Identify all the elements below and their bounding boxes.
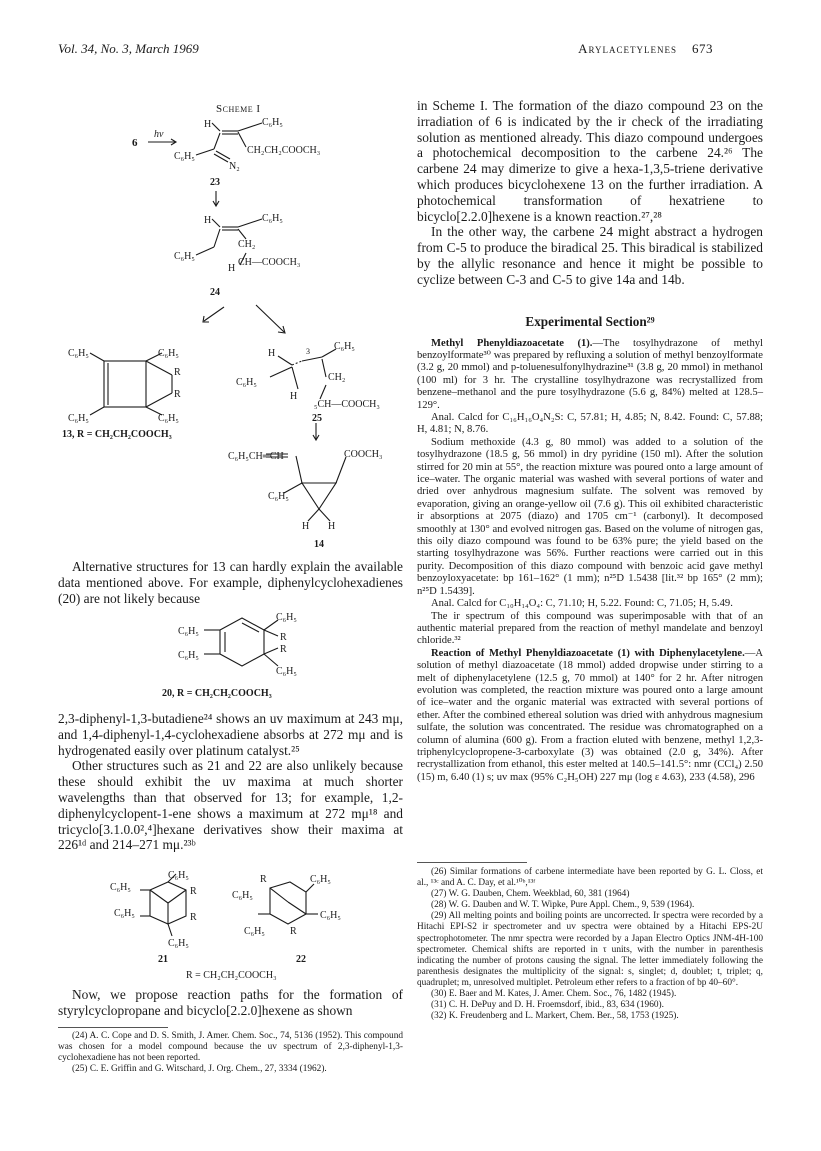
footnote: (28) W. G. Dauben and W. T. Wipke, Pure Appl. Chem., 9, 539 (1964). xyxy=(431,900,695,911)
atom-label: C₆H₅ xyxy=(178,650,199,661)
atom-label: H xyxy=(302,521,310,532)
subsection-title: Methyl Phenyldiazoacetate (1). xyxy=(431,337,593,349)
atom-label: R xyxy=(190,912,197,923)
footnote: (25) C. E. Griffin and G. Witschard, J. Org. Chem., 27, 3334 (1962). xyxy=(72,1064,327,1075)
right-footnotes xyxy=(417,867,763,1022)
atom-label: H xyxy=(204,215,212,226)
footnote-rule xyxy=(417,862,527,863)
compound-label-20: 20, R = CH₂CH₂COOCH₃ xyxy=(162,688,272,699)
atom-label: C₆H₅ xyxy=(68,413,89,424)
compound-label-13: 13, R = CH₂CH₂COOCH₃ xyxy=(62,429,172,440)
atom-label: N₂ xyxy=(229,161,240,172)
atom-label: C₆H₅ xyxy=(232,890,253,901)
section-heading: Experimental Section²⁹ xyxy=(525,313,655,329)
compound-label-23: 23 xyxy=(210,177,220,188)
footnote: (26) Similar formations of carbene intermediate have been reported by G. L. Closs, et al., ¹³ᶜ and A. C. Day, et al.¹⁰ᵇ,¹³ᶠ xyxy=(417,867,763,889)
atom-label: R xyxy=(280,632,287,643)
paragraph: 2,3-diphenyl-1,3-butadiene²⁴ shows an uv maximum at 243 mμ, and 1,4-diphenyl-1,4-cyclohexadiene absorbs at 272 mμ and is hydrogenated easily over platinum catalyst.²⁵ xyxy=(58,711,403,758)
atom-label: C₆H₅ xyxy=(236,377,257,388)
experimental-text: —The tosylhydrazone of methyl benzoylformate³⁰ was prepared by refluxing a solution of methyl benzoylformate (3.2 g, 20 mmol) and p-toluenesulfonylhydrazine³¹ (3.8 g, 20 mmol) in methanol (100 ml) for 3 hr. The crystalline tosylhydrazone was recrystallized from benzene–methanol and the pure tosylhydrazone (5.6 g, 84%) melted at 128.5–129°. xyxy=(417,337,763,411)
atom-label: R xyxy=(174,389,181,400)
paragraph: Other structures such as 21 and 22 are also unlikely because these should exhibit the uv maxima at much shorter wavelengths than that observed for 13; for example, 1,2-diphenylcyclopent-1-ene shows a maximum at 272 mμ¹⁸ and tricyclo[3.1.0.0²,⁴]hexane derivatives show their maxima at 226¹ᵈ and 214–271 mμ.²³ᵇ xyxy=(58,758,403,853)
atom-label: C₆H₅ xyxy=(158,348,179,359)
footnote: (32) K. Freudenberg and L. Markert, Chem. Ber., 58, 1753 (1925). xyxy=(431,1011,679,1022)
atom-label: 3 xyxy=(306,347,310,356)
atom-label: C₆H₅ xyxy=(268,491,289,502)
analysis: Anal. Calcd for C₁₀H₁₄O₄: C, 71.10; H, 5.22. Found: C, 71.05; H, 5.49. xyxy=(431,598,733,610)
footnote: (24) A. C. Cope and D. S. Smith, J. Amer. Chem. Soc., 74, 5136 (1952). This compound was chosen for a model compound because the uv spectrum of 2,3-diphenyl-1,3-cyclohexadiene has not been reported. xyxy=(58,1031,403,1064)
atom-label: COOCH₃ xyxy=(344,449,383,460)
left-column-3 xyxy=(58,987,403,1019)
atom-label: CH—COOCH₃ xyxy=(238,257,301,268)
footnote: (30) E. Baer and M. Kates, J. Amer. Chem. Soc., 76, 1482 (1945). xyxy=(431,989,677,1000)
experimental-paragraph xyxy=(417,648,763,784)
atom-label: C₆H₅ xyxy=(114,908,135,919)
footnote: (29) All melting points and boiling points are uncorrected. Ir spectra were recorded by a Hitachi EPI-S2 ir spectrometer and uv spectra were obtained by a Hitachi EPS-2U spectrophotometer. The nmr spectra were recorded by a Japan Electro Optics JNM-4H-100 spectrometer. Chemical shifts are reported in τ units, with the number in parenthesis indicating the number of protons causing the signal. The letter immediately following the parenthesis designates the multiplicity of the signal: s, singlet; d, doublet; t, triplet; q, quadruplet; m, unresolved multiplet. Petroleum ether refers to a fraction of bp 40–60°. xyxy=(417,911,763,988)
experimental-paragraph xyxy=(417,338,763,412)
running-header-title xyxy=(578,41,713,57)
paragraph: Now, we propose reaction paths for the formation of styrylcyclopropane and bicyclo[2.2.0]hexene as shown xyxy=(58,987,403,1018)
left-column-2 xyxy=(58,711,403,853)
running-title: Arylacetylenes xyxy=(578,41,677,56)
atom-label: C₆H₅ xyxy=(334,341,355,352)
atom-label: C₆H₅ xyxy=(178,626,199,637)
atom-label: C₆H₅ xyxy=(276,666,297,677)
atom-label: R xyxy=(280,644,287,655)
atom-label: C₆H₅ xyxy=(276,612,297,623)
atom-label: H xyxy=(204,119,212,130)
compounds-21-22-structures xyxy=(110,868,370,980)
atom-label: R xyxy=(260,874,267,885)
paragraph: in Scheme I. The formation of the diazo compound 23 on the irradiation of 6 is indicated by the ir check of the irradiating solution as mentioned already. This diazo compound undergoes a photochemical decomposition to the carbene 24.²⁶ The carbene 24 may dimerize to give a hexa-1,3,5-triene derivative which produces bicyclohexene 13 on the further irradiation. A photochemical transformation of hexatriene to bicyclo[2.2.0]hexene is a known reaction.²⁷,²⁸ xyxy=(417,98,763,224)
paragraph: Alternative structures for 13 can hardly explain the available data mentioned above. For example, diphenylcyclohexadienes (20) are not likely because xyxy=(58,559,403,606)
atom-label: C₆H₅ xyxy=(262,213,283,224)
subsection-title: Reaction of Methyl Phenyldiazoacetate (1) with Diphenylacetylene. xyxy=(431,647,745,659)
compound-label-22: 22 xyxy=(296,954,306,965)
compound-label-24: 24 xyxy=(210,287,220,298)
atom-label: CH₂ xyxy=(238,239,256,250)
atom-label: C₆H₅ xyxy=(174,151,195,162)
atom-label: ₅CH—COOCH₃ xyxy=(314,399,380,410)
atom-label: R xyxy=(290,926,297,937)
experimental-paragraph: Sodium methoxide (4.3 g, 80 mmol) was added to a solution of the tosylhydrazone (18.5 g, 56 mmol) in dry pyridine (150 ml). After the solution stirred for 20 min at 55°, the reaction mixture was poured onto a large amount of ice–water. The organic material was washed with several portions of water and dried over anhydrous magnesium sulfate. The solvent was removed by evaporation, giving an orange-yellow oil (7.6 g). This oil exhibited characteristic ir absorptions at 2075 (diazo) and 1705 cm⁻¹ (carbonyl). It decomposed smoothly at 130° and evolved nitrogen gas. Based on the volume of nitrogen gas, this oily diazo compound was found to be 63% pure; the yield based on the starting tosylhydrazone was 56%. Further reactions were carried out in this purity. Decomposition of this diazo compound with benzoic acid gave methyl benzoyloxyacetate: bp 161–162° (1 mm); n²⁵D 1.5438 [lit.³² bp 165° (2 mm); n²⁵D 1.5439]. xyxy=(417,436,763,597)
arrow-label: hν xyxy=(154,129,164,140)
atom-label: C₆H₅ xyxy=(244,926,265,937)
running-header-volume: Vol. 34, No. 3, March 1969 xyxy=(58,41,199,56)
atom-label: R xyxy=(174,367,181,378)
scheme-1-diagram xyxy=(40,95,420,555)
left-footnotes xyxy=(58,1031,403,1075)
atom-label: CH₂CH₂COOCH₃ xyxy=(247,145,321,156)
compound-label-21: 21 xyxy=(158,954,168,965)
footnote: (27) W. G. Dauben, Chem. Weekblad, 60, 381 (1964) xyxy=(431,889,630,900)
atom-label: C₆H₅ xyxy=(168,870,189,881)
scheme-title: Scheme I xyxy=(216,103,261,115)
experimental-text: —A solution of methyl diazoacetate (18 mmol) added dropwise under stirring to a melt of diphenylacetylene (12.5 g, 70 mmol) at 140° for 2 hr. After nitrogen evolution was completed, the reaction mixture was poured onto a large amount of ice–water and the organic material was extracted with several portions of ether. After the combined ethereal solution was dried with anhydrous magnesium sulfate, the solution was concentrated. The residue was chromatographed on a column of alumina (600 g). From a fraction eluted with benzene, methyl 1,2,3-triphenylcyclopropene-3-carboxylate (3) was obtained (2.0 g, 34%). After recrystallization from ethanol, this ester melted at 140.5–141.5°: nmr (CCl₄) 2.50 (15) m, 6.40 (1) s; uv max (95% C₂H₅OH) 227 mμ (log ε 4.63), 233 (4.58), 296 xyxy=(417,647,763,783)
atom-label: C₆H₅ xyxy=(158,413,179,424)
compound-label-14: 14 xyxy=(314,539,324,550)
left-column xyxy=(58,559,403,606)
atom-label: H xyxy=(228,263,236,274)
compound-20-structure xyxy=(160,612,360,704)
atom-label: C₆H₅ xyxy=(174,251,195,262)
atom-label: H xyxy=(328,521,336,532)
analysis: Anal. Calcd for C₁₆H₁₆O₄N₂S: C, 57.81; H, 4.85; N, 8.42. Found: C, 57.88; H, 4.81; N, 8.76. xyxy=(417,412,763,436)
atom-label: H xyxy=(290,391,298,402)
atom-label: C₆H₅ xyxy=(262,117,283,128)
atom-label: C₆H₅CH═CH xyxy=(228,451,284,462)
footnote: (31) C. H. DePuy and D. H. Froemsdorf, ibid., 83, 634 (1960). xyxy=(431,1000,664,1011)
atom-label: C₆H₅ xyxy=(168,938,189,949)
atom-label: H xyxy=(268,348,276,359)
atom-label: R xyxy=(190,886,197,897)
atom-label: C₆H₅ xyxy=(110,882,131,893)
paragraph: In the other way, the carbene 24 might abstract a hydrogen from C-5 to produce the biradical 25. This biradical is stabilized by the allylic resonance and hence it might be possible to cyclize between C-3 and C-5 to give 14a and 14b. xyxy=(417,224,763,287)
atom-label: C₆H₅ xyxy=(68,348,89,359)
atom-label: CH₂ xyxy=(328,372,346,383)
experimental-paragraph: The ir spectrum of this compound was superimposable with that of an authentic material prepared from the reaction of methyl mandelate and benzoyl chloride.³² xyxy=(417,610,763,647)
reactant-label: 6 xyxy=(132,137,138,149)
r-definition: R = CH₂CH₂COOCH₃ xyxy=(186,970,277,980)
compound-label-25: 25 xyxy=(312,413,322,424)
right-column xyxy=(417,98,763,784)
footnote-rule xyxy=(58,1027,168,1028)
atom-label: C₆H₅ xyxy=(310,874,331,885)
page-number: 673 xyxy=(692,41,713,56)
atom-label: C₆H₅ xyxy=(320,910,341,921)
